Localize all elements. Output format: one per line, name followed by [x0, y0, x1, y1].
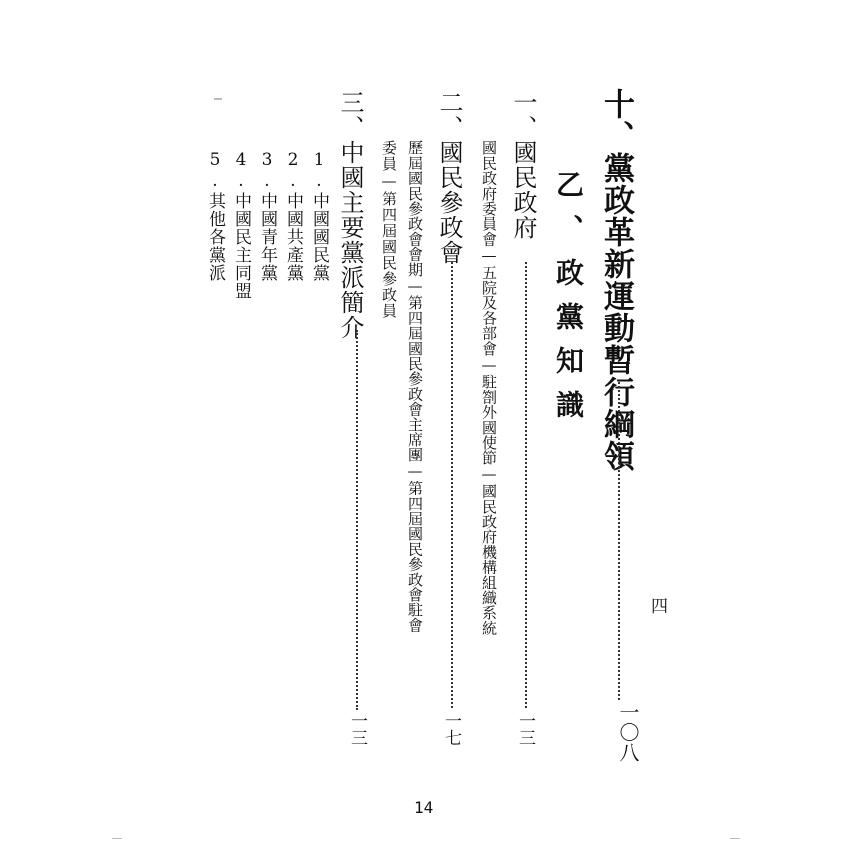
toc-entry-3-title: 三、中國主要黨派簡介: [336, 90, 364, 340]
toc-entry-3-item-2: 2.中國共產黨: [283, 150, 303, 282]
toc-entry-1-leader: [525, 262, 527, 708]
toc-entry-3-leader: [356, 330, 358, 710]
toc-entry-3-item-1: 1.中國國民黨: [309, 150, 329, 282]
top-mark: [214, 98, 222, 100]
toc-entry-11-title: 十、黨政革新運動暫行綱領: [598, 88, 634, 472]
section-heading: 乙、政黨知識: [552, 170, 585, 434]
footer-page-number: 14: [414, 798, 434, 817]
toc-entry-1-title: 一、國民政府: [509, 90, 537, 240]
toc-entry-2-page: 一七: [441, 712, 461, 746]
toc-entry-2-subtitle-line2: 委員—第四屆國民參政員: [380, 140, 398, 319]
toc-entry-11-page: 一〇八: [616, 702, 640, 762]
toc-entry-1-page: 一三: [515, 712, 535, 746]
toc-entry-2-subtitle-line1: 歷屆國民參政會會期—第四屆國民參政會主席團—第四屆國民參政會駐會: [406, 140, 424, 633]
side-page-number: 四: [647, 597, 667, 615]
toc-entry-3-page: 一三: [347, 712, 367, 746]
toc-entry-1-subtitle: 國民政府委員會—五院及各部會—駐劄外國使節—國民政府機構組織系統: [480, 140, 498, 636]
crop-mark-bottom-left: [112, 838, 122, 839]
crop-mark-bottom-right: [730, 838, 740, 839]
toc-entry-3-item-4: 4.中國民主同盟: [231, 150, 251, 300]
toc-entry-3-item-3: 3.中國青年黨: [257, 150, 277, 282]
toc-entry-2-leader: [451, 262, 453, 708]
toc-entry-3-item-5: 5.其他各黨派: [205, 150, 225, 282]
toc-entry-2-title: 二、國民參政會: [435, 90, 463, 265]
toc-entry-11-leader: [618, 382, 620, 700]
